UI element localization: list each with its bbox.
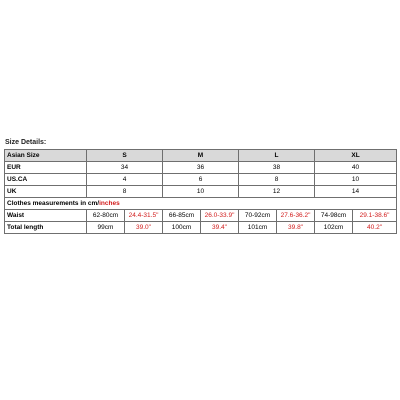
cell: 38 — [239, 162, 315, 174]
header-size-xl: XL — [315, 150, 397, 162]
waist-in-l: 27.6-36.2" — [277, 210, 315, 222]
cell: 4 — [87, 174, 163, 186]
cell: 8 — [87, 186, 163, 198]
header-size-l: L — [239, 150, 315, 162]
cell: 8 — [239, 174, 315, 186]
length-cm-xl: 102cm — [315, 222, 353, 234]
row-label-usca: US.CA — [5, 174, 87, 186]
measurements-title-row — [5, 198, 397, 210]
cell: 10 — [315, 174, 397, 186]
cell: 36 — [163, 162, 239, 174]
cell: 6 — [163, 174, 239, 186]
header-size-m: M — [163, 150, 239, 162]
cell: 10 — [163, 186, 239, 198]
length-cm-l: 101cm — [239, 222, 277, 234]
header-size-s: S — [87, 150, 163, 162]
table-row — [5, 186, 397, 198]
length-in-l: 39.8" — [277, 222, 315, 234]
size-details-caption: Size Details: — [5, 139, 47, 146]
waist-cm-m: 66-85cm — [163, 210, 201, 222]
row-label-eur: EUR — [5, 162, 87, 174]
waist-cm-xl: 74-98cm — [315, 210, 353, 222]
measurements-title — [5, 198, 397, 210]
row-label-uk: UK — [5, 186, 87, 198]
length-in-m: 39.4" — [201, 222, 239, 234]
table-row — [5, 174, 397, 186]
total-length-label: Total length — [5, 222, 87, 234]
measurements-title-prefix: Clothes measurements in cm/ — [7, 200, 100, 207]
length-in-xl: 40.2" — [353, 222, 397, 234]
length-cm-m: 100cm — [163, 222, 201, 234]
table-row — [5, 162, 397, 174]
waist-cm-l: 70-92cm — [239, 210, 277, 222]
measurements-title-suffix: inches — [99, 200, 120, 207]
cell: 14 — [315, 186, 397, 198]
cell: 12 — [239, 186, 315, 198]
header-row — [5, 150, 397, 162]
waist-label: Waist — [5, 210, 87, 222]
length-cm-s: 99cm — [87, 222, 125, 234]
cell: 40 — [315, 162, 397, 174]
header-label: Asian Size — [5, 150, 87, 162]
waist-in-xl: 29.1-38.6" — [353, 210, 397, 222]
waist-in-m: 26.0-33.9" — [201, 210, 239, 222]
cell: 34 — [87, 162, 163, 174]
waist-row — [5, 210, 397, 222]
total-length-row — [5, 222, 397, 234]
waist-cm-s: 62-80cm — [87, 210, 125, 222]
size-chart-table — [4, 149, 397, 234]
waist-in-s: 24.4-31.5" — [125, 210, 163, 222]
length-in-s: 39.0" — [125, 222, 163, 234]
